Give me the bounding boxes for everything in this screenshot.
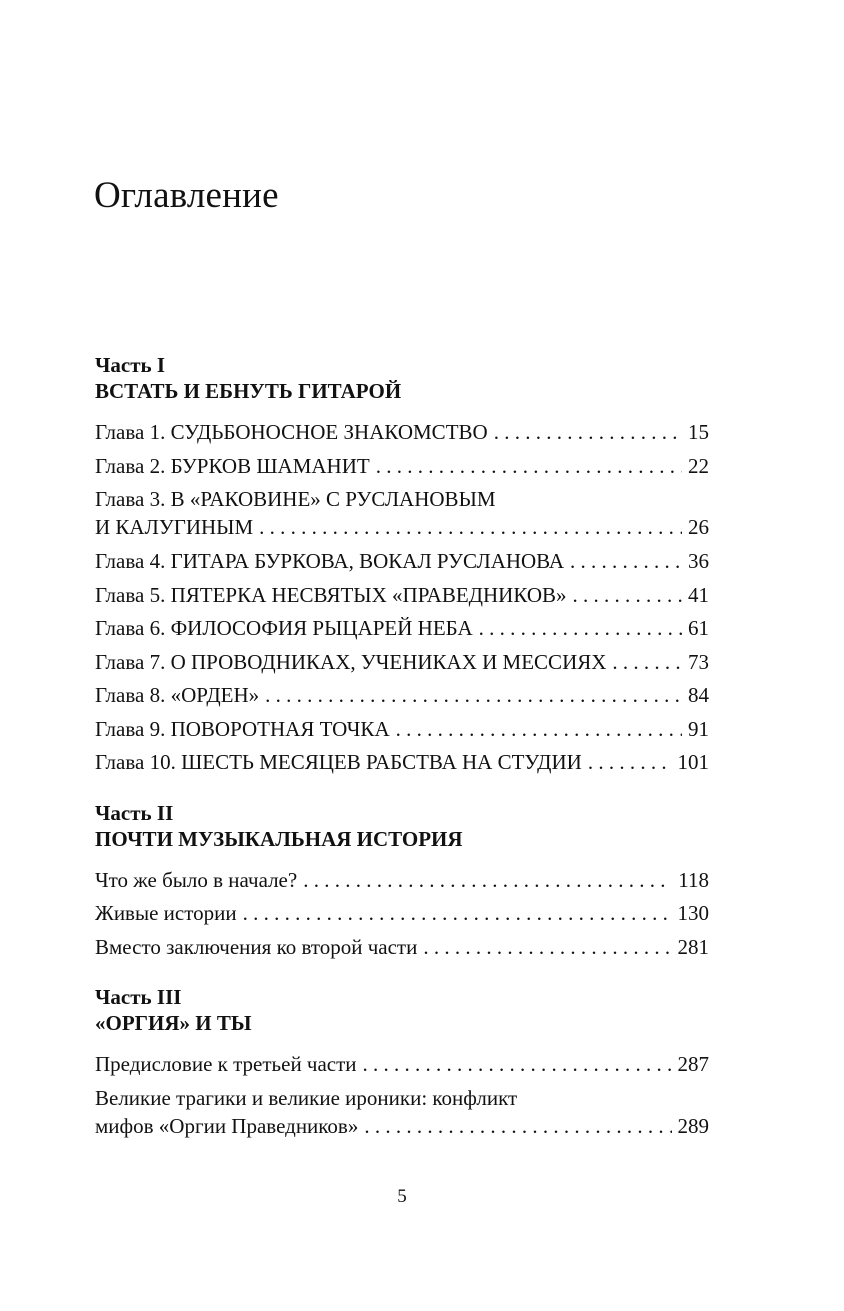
dot-leader [494,416,682,450]
entry-title: Предисловие к третьей части [95,1052,357,1076]
part-label: Часть I [95,353,166,377]
entry-page: 91 [688,716,709,741]
entry-page: 26 [688,515,709,539]
toc-entry[interactable] [95,485,709,541]
entry-title: И КАЛУГИНЫМ [95,515,254,539]
entry-title-line1: Глава 3. В «РАКОВИНЕ» С РУСЛАНОВЫМ [95,487,496,511]
part-title: ВСТАТЬ И ЕБНУТЬ ГИТАРОЙ [95,379,402,403]
entry-page: 15 [688,420,709,444]
entry-title: Глава 4. ГИТАРА БУРКОВА, ВОКАЛ РУСЛАНОВА [95,549,565,573]
entry-page: 118 [678,867,709,892]
toc-entry[interactable] [95,1048,709,1082]
toc-entry[interactable] [95,897,709,931]
dot-leader [570,545,682,579]
part-title: «ОРГИЯ» И ТЫ [95,1011,252,1035]
toc-entry[interactable] [95,746,709,780]
dot-leader [588,746,672,780]
dot-leader [303,864,672,898]
dot-leader [396,713,682,747]
entry-page: 61 [688,616,709,640]
entry-title: мифов «Оргии Праведников» [95,1113,359,1138]
toc-entry[interactable] [95,679,709,713]
page-number: 5 [397,1186,407,1207]
entry-title: Глава 6. ФИЛОСОФИЯ РЫЦАРЕЙ НЕБА [95,616,473,640]
part-label: Часть II [95,800,174,825]
entry-title-line1: Великие трагики и великие ироники: конфликт [95,1085,518,1110]
entry-page: 101 [677,750,709,774]
dot-leader [363,1048,672,1082]
entry-page: 281 [677,934,709,959]
toc-entry[interactable] [95,713,709,747]
entry-page: 22 [688,453,709,478]
page-title: Оглавление [94,175,279,216]
entry-page: 289 [677,1113,709,1138]
dot-leader [573,579,683,613]
part-3 [95,984,709,1140]
dot-leader [364,1112,671,1140]
toc-entry[interactable] [95,931,709,965]
entry-title: Глава 5. ПЯТЕРКА НЕСВЯТЫХ «ПРАВЕДНИКОВ» [95,582,567,607]
entry-page: 36 [688,549,709,573]
toc-entry[interactable] [95,612,709,646]
entry-title: Живые истории [95,901,237,925]
dot-leader [243,897,672,931]
toc-entry[interactable] [95,579,709,613]
entry-page: 41 [688,582,709,607]
entry-page: 73 [688,649,709,674]
dot-leader [479,612,682,646]
dot-leader [423,931,671,965]
entry-page: 130 [677,901,709,925]
part-title: ПОЧТИ МУЗЫКАЛЬНАЯ ИСТОРИЯ [95,826,463,851]
entry-title: Глава 10. ШЕСТЬ МЕСЯЦЕВ РАБСТВА НА СТУДИИ [95,750,582,774]
dot-leader [265,679,682,713]
part-label: Часть III [95,985,182,1009]
entry-title: Что же было в начале? [95,867,298,892]
dot-leader [376,450,682,484]
toc-entry[interactable] [95,864,709,898]
toc-entry[interactable] [95,416,709,450]
entry-title: Вместо заключения ко второй части [95,934,418,959]
entry-title: Глава 7. О ПРОВОДНИКАХ, УЧЕНИКАХ И МЕССИЯХ [95,649,607,674]
part-2 [95,800,709,965]
entry-title: Глава 2. БУРКОВ ШАМАНИТ [95,453,370,478]
table-of-contents [95,352,709,1149]
entry-page: 287 [677,1052,709,1076]
entry-title: Глава 8. «ОРДЕН» [95,683,260,707]
dot-leader [612,646,682,680]
part-1 [95,352,709,780]
toc-entry[interactable] [95,1084,709,1140]
toc-entry[interactable] [95,646,709,680]
toc-entry[interactable] [95,450,709,484]
toc-entry[interactable] [95,545,709,579]
entry-title: Глава 9. ПОВОРОТНАЯ ТОЧКА [95,716,390,741]
entry-title: Глава 1. СУДЬБОНОСНОЕ ЗНАКОМСТВО [95,420,488,444]
dot-leader [259,513,682,541]
entry-page: 84 [688,683,709,707]
